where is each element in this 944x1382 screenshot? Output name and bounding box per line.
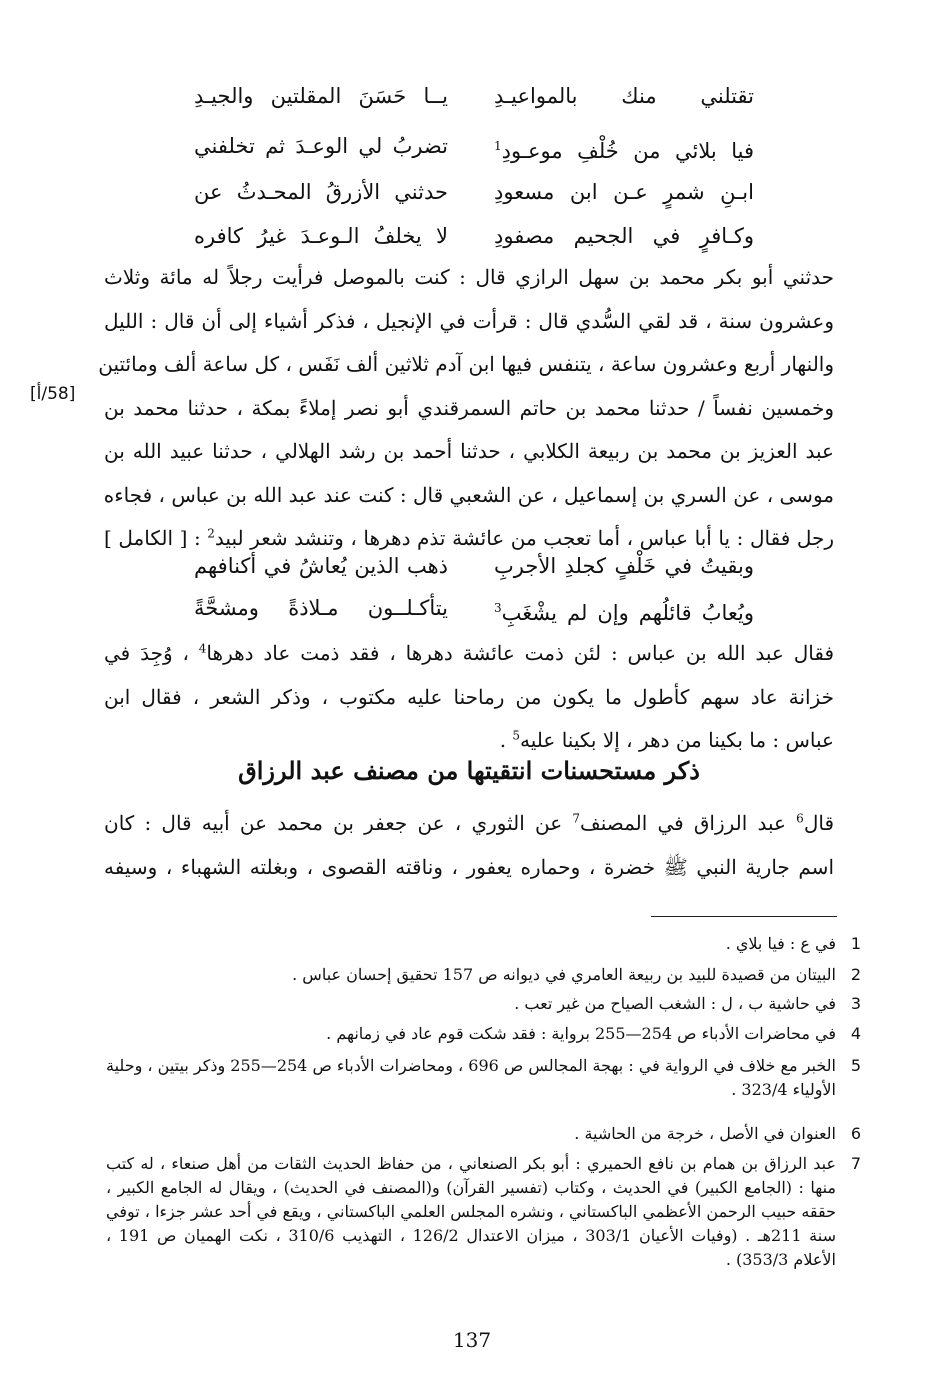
verse-hemistich-second: وبقيتُ في خَلْفٍ كجلدِ الأجربِ (494, 554, 754, 578)
meter-label: : [ الكامل ] (104, 526, 208, 550)
verse-line (0, 588, 944, 628)
line-text: رجل فقال : يا أبا عباس ، أما تعجب من عائشة تذم دهرها ، وتنشد شعر لبيد (214, 526, 835, 550)
line-text: فقال عبد الله بن عباس : لئن ذمت عائشة دهرها ، فقد ذمت عاد دهرها (206, 641, 835, 665)
verse-line (0, 76, 944, 116)
section-heading: ذكر مستحسنات انتقيتها من مصنف عبد الرزاق (238, 756, 700, 785)
text-line: خزانة عاد سهم كأطول ما يكون من رماحنا عليه مكتوب ، وذكر الشعر ، فقال ابن (104, 684, 834, 709)
footnote-ref[interactable]: 4 (198, 641, 207, 656)
footnote-text: في ع : فيا بلاي . (725, 934, 836, 953)
verse-text: ويُعابُ قائلُهم وإن لم يشْغَبِ (501, 601, 754, 625)
text-line (104, 802, 834, 846)
footnote (106, 1152, 862, 1272)
text-line: موسى ، عن السري بن إسماعيل ، عن الشعبي قال : كنت عند عبد الله بن عباس ، فجاءه (103, 482, 834, 507)
verse-hemistich-second: وكـافرٍ في الجحيم مصفودِ (494, 224, 754, 248)
page-number: 137 (452, 1328, 492, 1352)
footnote-text: عبد الرزاق بن همام بن نافع الحميري : أبو بكر الصنعاني ، من حفاظ الحديث الثقات من أهل صنعاء ، له كتب منها : (الجامع الكبير) في الحديث ، وكتاب (تفسير القرآن) و(المصنف في الحديث) ، ويقال له الجامع الكبير ، حققه حبيب الرحمن الأعظمي الباكستاني ، ونشره المجلس العلمي الباكستاني ، ويقع في أحد عشر جزءا ، توفي سنة 211هـ . (وفيات الأعيان 303/1 ، ميزان الاعتدال 126/2 ، التهذيب 310/6 ، نكت الهميان ص 191 ، الأعلام 353/3) . (106, 1154, 836, 1269)
text-line: اسم جارية النبي ﷺ خضرة ، وحماره يعفور ، وناقته القصوى ، وبغلته الشهباء ، وسيفه (104, 854, 834, 879)
line-text: عن الثوري ، عن جعفر بن محمد عن أبيه قال : كان (104, 811, 573, 835)
verse-hemistich-first: حدثني الأزرقُ المحـدثُ عن (194, 180, 448, 204)
paragraph-ibn-abbas (104, 632, 834, 763)
verse-hemistich-second: ابـنِ شمرٍ عـن ابن مسعودِ (494, 180, 754, 204)
verse-line (0, 216, 944, 256)
line-text: ، وُجِدَ في (104, 641, 199, 665)
verse-hemistich-second (494, 126, 754, 171)
verse-hemistich-first: يــا حَسَنَ المقلتين والجيـدِ (194, 84, 448, 108)
verse-hemistich-first: يتأكـلــون مـلاذةً ومشحَّةً (194, 596, 448, 620)
verse-hemistich-first: تضربُ لي الوعـدَ ثم تخلفني (194, 134, 448, 158)
footnote-ref[interactable]: 2 (207, 526, 215, 541)
text-line: حدثني أبو بكر محمد بن سهل الرازي قال : كنت بالموصل فرأيت رجلاً له مائة وثلاث (104, 265, 834, 289)
footnote (106, 992, 862, 1016)
text-line (104, 632, 834, 676)
footnote-ref[interactable]: 1 (494, 139, 502, 153)
footnote (106, 1022, 862, 1046)
line-text: عبد الرزاق في المصنف (579, 811, 797, 835)
footnote-ref[interactable]: 7 (572, 811, 580, 826)
text-line: وعشرون سنة ، قد لقي السُّدي قال : قرأت في الإنجيل ، فذكر أشياء إلى أن قال : الليل (104, 308, 834, 333)
verse-hemistich-first: لا يخلفُ الـوعـدَ غيرُ كافره (194, 224, 448, 248)
footnote-number: 4 (850, 1024, 862, 1043)
footnote-ref[interactable]: 3 (494, 601, 502, 615)
footnote-separator (651, 916, 837, 917)
footnote-number: 3 (850, 994, 862, 1013)
verse-line (0, 546, 944, 586)
manuscript-folio-ref: [58/أ] (30, 384, 76, 404)
footnote-text: في محاضرات الأدباء ص 254—255 برواية : فقد شكت قوم عاد في زمانهم . (326, 1024, 836, 1043)
footnote (106, 1122, 862, 1146)
footnote (106, 932, 862, 956)
footnote-text: البيتان من قصيدة للبيد بن ربيعة العامري في ديوانه ص 157 تحقيق إحسان عباس . (292, 965, 836, 984)
paragraph-abdurrazzaq (104, 802, 834, 889)
footnote-number: 7 (850, 1154, 862, 1173)
footnote-number: 2 (850, 965, 862, 984)
text-line: وخمسين نفساً / حدثنا محمد بن حاتم السمرقندي أبو نصر إملاءً بمكة ، حدثنا محمد بن (104, 395, 834, 420)
verse-text: فيا بلائي من خُلْفِ موعـودِ (501, 139, 754, 163)
line-text: . (499, 728, 513, 752)
footnote-number: 1 (850, 934, 862, 953)
text-line: عبد العزيز بن محمد بن ربيعة الكلابي ، حدثنا أحمد بن رشد الهلالي ، حدثنا عبيد الله بن (104, 439, 834, 463)
footnote-text: العنوان في الأصل ، خرجة من الحاشية . (574, 1124, 836, 1143)
line-text: عباس : ما بكينا من دهر ، إلا بكينا عليه (520, 728, 834, 752)
footnote-number: 5 (850, 1056, 862, 1075)
footnote (106, 963, 862, 987)
footnote-number: 6 (850, 1124, 862, 1143)
text-line: والنهار أربع وعشرون ساعة ، يتنفس فيها ابن آدم ثلاثين ألف نَفَس ، كل ساعة ألف ومائتين (98, 352, 834, 376)
verse-line (0, 126, 944, 166)
footnote-ref[interactable]: 5 (512, 728, 521, 743)
paragraph-narration (98, 256, 835, 561)
footnote (106, 1054, 862, 1102)
footnote-text: الخبر مع خلاف في الرواية في : بهجة المجالس ص 696 ، ومحاضرات الأدباء ص 254—255 وذكر بيتين ، وحلية الأولياء 323/4 . (106, 1056, 837, 1099)
line-text: قال (803, 811, 834, 835)
footnote-text: في حاشية ب ، ل : الشغب الصياح من غير تعب . (514, 994, 836, 1013)
verse-line (0, 172, 944, 212)
verse-hemistich-second (494, 588, 754, 633)
footnote-ref[interactable]: 6 (796, 811, 804, 826)
verse-hemistich-second: تقتلني منك بالمواعيـدِ (494, 84, 754, 108)
verse-hemistich-first: ذهب الذين يُعاشُ في أكنافهم (194, 554, 448, 578)
